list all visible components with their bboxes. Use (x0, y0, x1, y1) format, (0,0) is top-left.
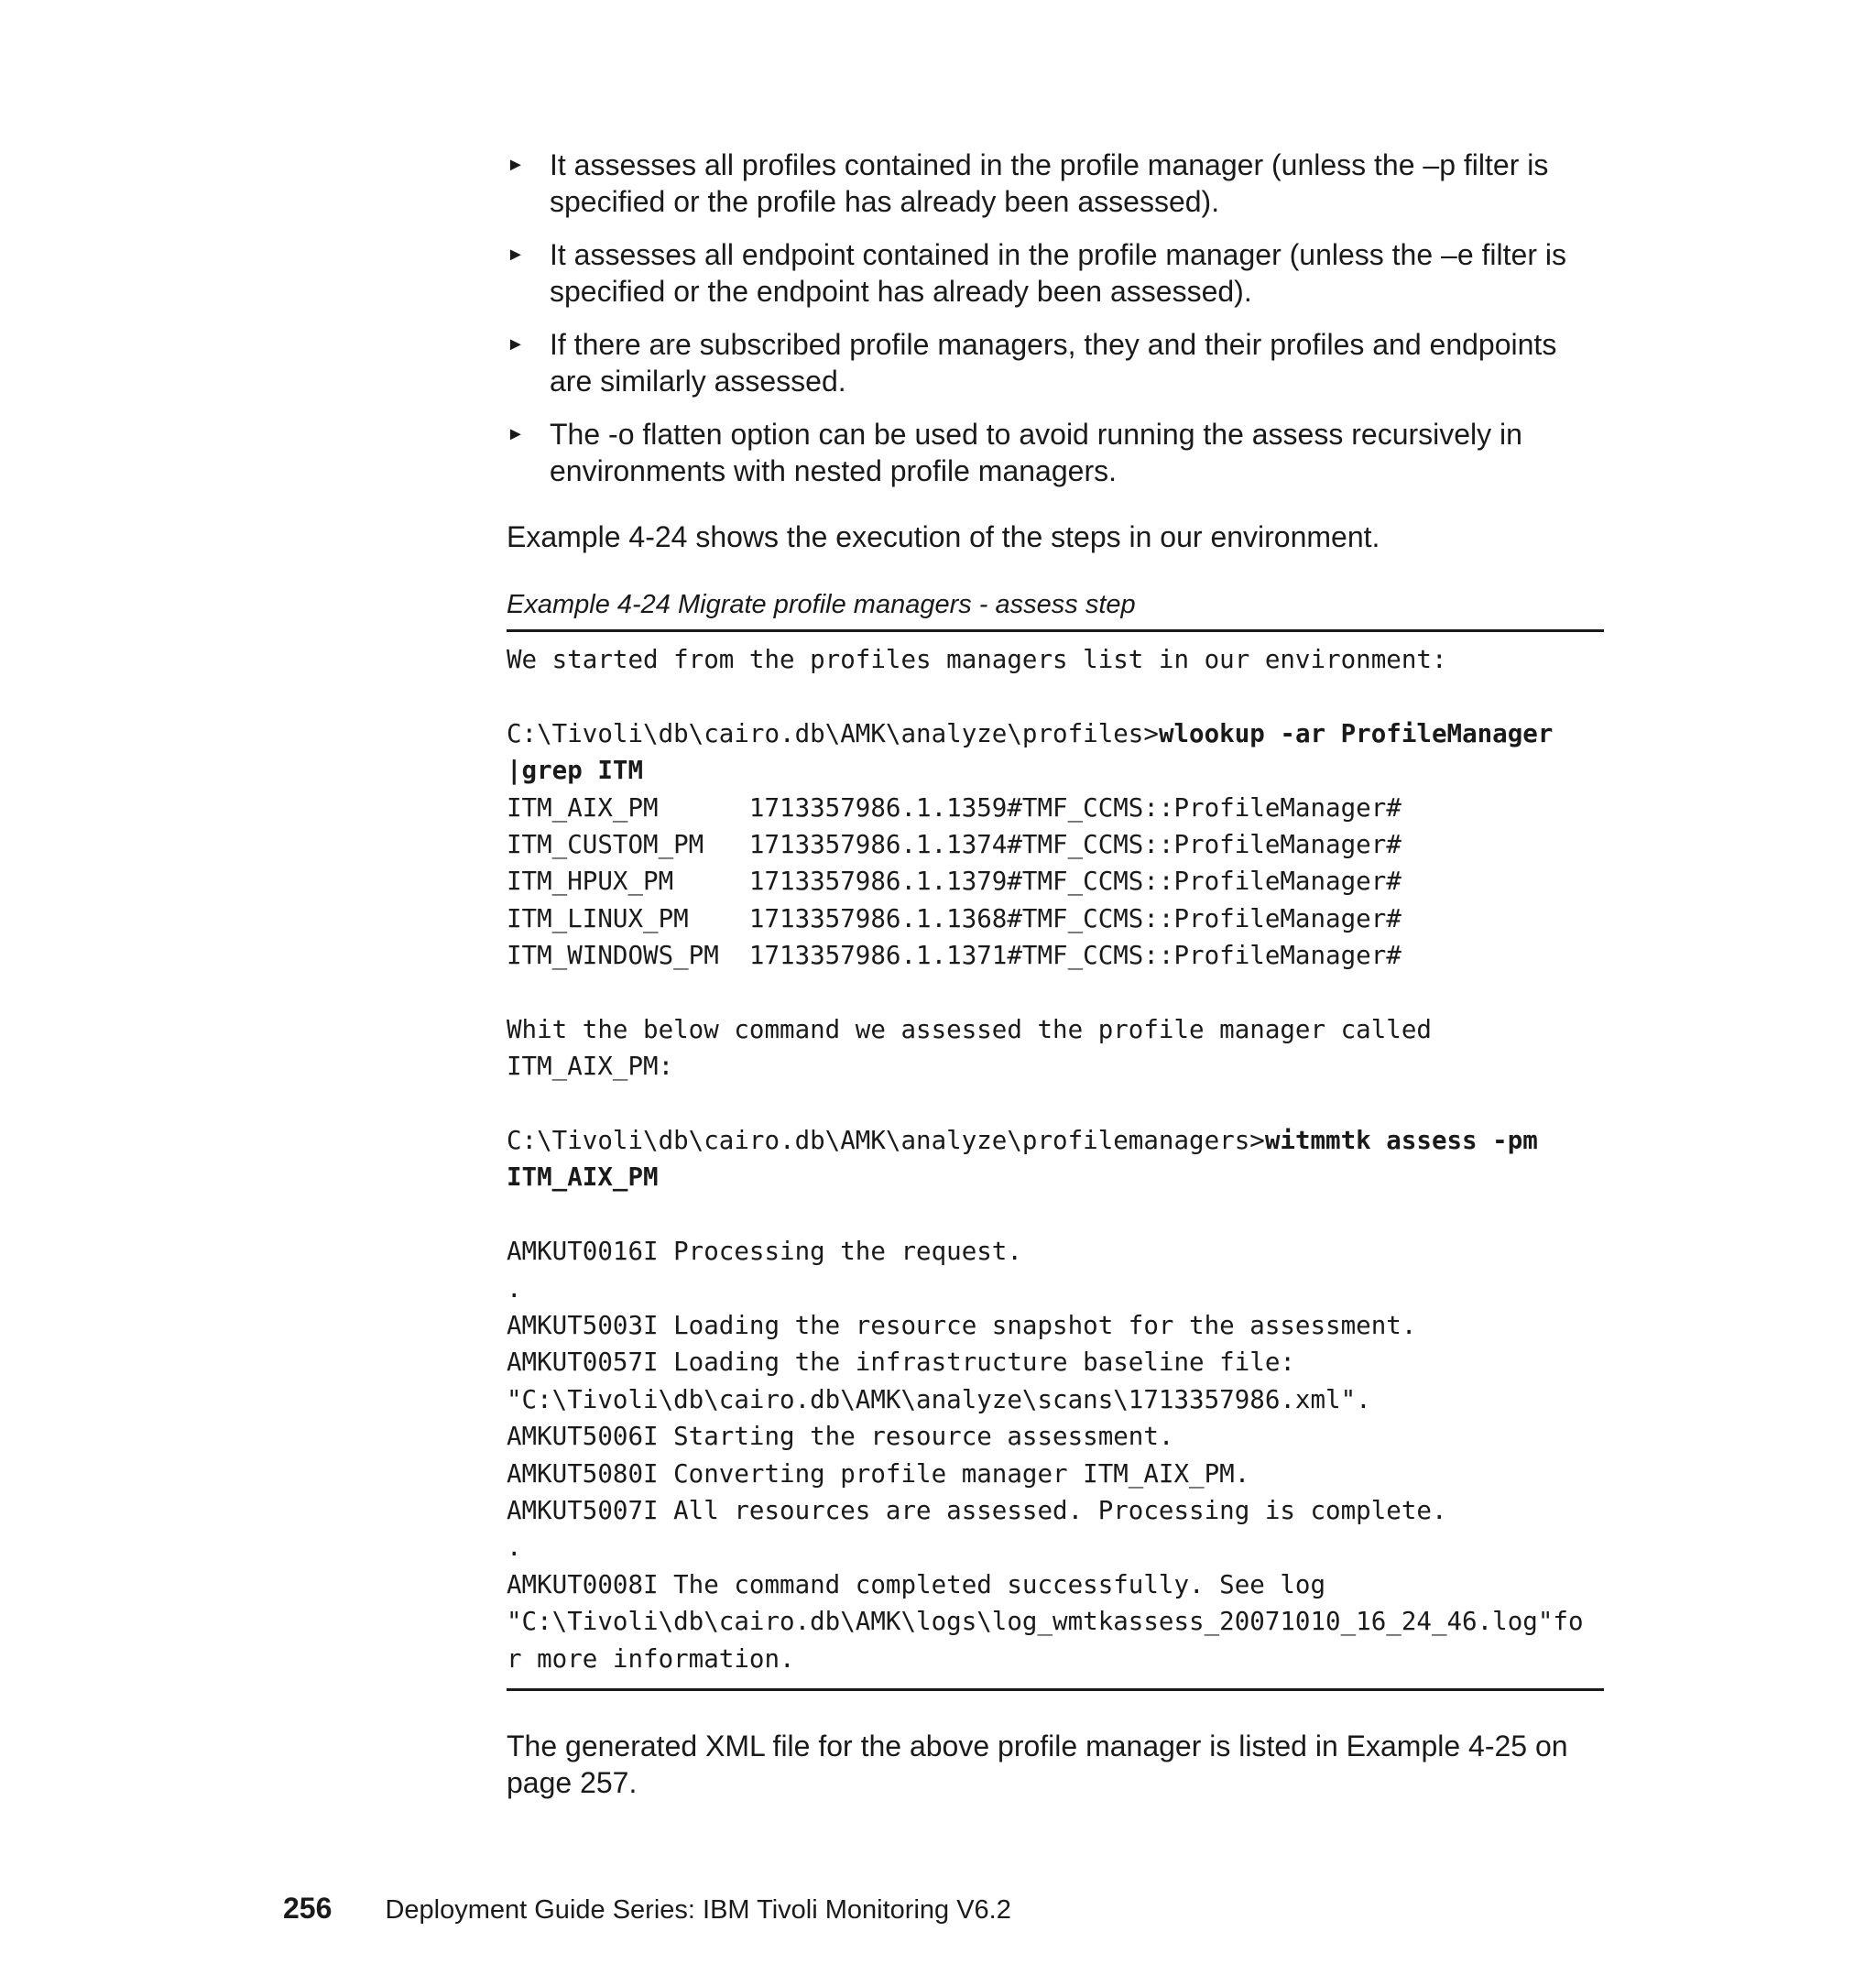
code-text: AMKUT0016I Processing the request. (507, 1237, 1022, 1267)
triangle-bullet-icon: ► (507, 334, 525, 355)
code-line (507, 1048, 1604, 1085)
bullet-list (507, 147, 1606, 506)
code-text: AMKUT0057I Loading the infrastructure baseline file: (507, 1348, 1295, 1378)
code-text: ITM_CUSTOM_PM 1713357986.1.1374#TMF_CCMS::ProfileManager# (507, 829, 1402, 859)
code-text: ITM_WINDOWS_PM 1713357986.1.1371#TMF_CCMS::ProfileManager# (507, 941, 1402, 971)
code-line (507, 975, 1604, 1011)
code-text: r more information. (507, 1643, 795, 1674)
bullet-item (507, 236, 1606, 310)
code-line (507, 715, 1604, 752)
code-line (507, 1086, 1604, 1122)
code-line (507, 1233, 1604, 1270)
code-line (507, 1566, 1604, 1603)
code-text: "C:\Tivoli\db\cairo.db\AMK\analyze\scans\1713357986.xml". (507, 1384, 1371, 1414)
code-text: ITM_LINUX_PM 1713357986.1.1368#TMF_CCMS::ProfileManager# (507, 903, 1402, 933)
code-line (507, 937, 1604, 974)
code-block (507, 641, 1604, 1677)
bullet-text: It assesses all endpoint contained in the profile manager (unless the –e filter is specified or the endpoint has already been assessed). (550, 238, 1566, 308)
closing-paragraph: The generated XML file for the above profile manager is listed in Example 4-25 on page 257. (507, 1730, 1568, 1799)
code-line (507, 1381, 1604, 1418)
example-caption: Example 4-24 Migrate profile managers - assess step (507, 590, 1136, 619)
code-line (507, 790, 1604, 826)
bullet-item (507, 147, 1606, 220)
bullet-item (507, 326, 1606, 399)
page-number: 256 (283, 1892, 333, 1925)
code-line (507, 826, 1604, 863)
code-line (507, 1011, 1604, 1048)
code-text: We started from the profiles managers list in our environment: (507, 645, 1447, 674)
code-line (507, 752, 1604, 789)
code-text: AMKUT5006I Starting the resource assessment. (507, 1422, 1174, 1452)
code-text: AMKUT5007I All resources are assessed. Processing is complete. (507, 1495, 1447, 1525)
code-line (507, 1603, 1604, 1640)
code-text: ITM_AIX_PM: (507, 1052, 674, 1082)
code-text: Whit the below command we assessed the profile manager called (507, 1014, 1432, 1044)
intro-paragraph: Example 4-24 shows the execution of the steps in our environment. (507, 520, 1380, 553)
page-footer (283, 1890, 1011, 1928)
code-command: ITM_AIX_PM (507, 1162, 659, 1193)
code-line (507, 863, 1604, 900)
code-text: C:\Tivoli\db\cairo.db\AMK\analyze\profiles> (507, 718, 1159, 748)
code-line (507, 1307, 1604, 1344)
code-line (507, 900, 1604, 937)
example-top-rule (507, 629, 1604, 632)
code-command: wlookup -ar ProfileManager (1158, 718, 1554, 748)
code-text: AMKUT0008I The command completed successfully. See log (507, 1569, 1326, 1599)
code-text: ITM_AIX_PM 1713357986.1.1359#TMF_CCMS::ProfileManager# (507, 792, 1402, 823)
triangle-bullet-icon: ► (507, 245, 525, 265)
code-text: AMKUT5080I Converting profile manager ITM_AIX_PM. (507, 1458, 1250, 1489)
code-command: |grep ITM (507, 756, 644, 786)
code-command: witmmtk assess -pm (1264, 1126, 1538, 1156)
code-line (507, 1418, 1604, 1455)
code-text: C:\Tivoli\db\cairo.db\AMK\analyze\profilemanagers> (507, 1126, 1265, 1156)
example-bottom-rule (507, 1688, 1604, 1691)
bullet-text: If there are subscribed profile managers, they and their profiles and endpoints are similarly assessed. (550, 328, 1557, 398)
bullet-text: The -o flatten option can be used to avoid running the assess recursively in environments with nested profile managers. (550, 418, 1522, 487)
code-line (507, 1456, 1604, 1492)
code-line (507, 1344, 1604, 1380)
code-line (507, 1492, 1604, 1529)
code-line (507, 1271, 1604, 1307)
bullet-text: It assesses all profiles contained in the profile manager (unless the –p filter is specified or the profile has already been assessed). (550, 148, 1549, 218)
code-text: . (507, 1533, 522, 1563)
code-line (507, 678, 1604, 715)
footer-title: Deployment Guide Series: IBM Tivoli Monitoring V6.2 (385, 1895, 1011, 1925)
code-line (507, 1529, 1604, 1566)
code-text: ITM_HPUX_PM 1713357986.1.1379#TMF_CCMS::ProfileManager# (507, 867, 1402, 897)
triangle-bullet-icon: ► (507, 424, 525, 444)
code-line (507, 1122, 1604, 1159)
bullet-item (507, 416, 1606, 489)
code-line (507, 641, 1604, 678)
code-line (507, 1159, 1604, 1195)
triangle-bullet-icon: ► (507, 155, 525, 175)
code-text: . (507, 1273, 522, 1304)
code-text: AMKUT5003I Loading the resource snapshot for the assessment. (507, 1311, 1417, 1341)
code-line (507, 1641, 1604, 1677)
code-line (507, 1196, 1604, 1233)
code-text: "C:\Tivoli\db\cairo.db\AMK\logs\log_wmtkassess_20071010_16_24_46.log"fo (507, 1607, 1584, 1637)
